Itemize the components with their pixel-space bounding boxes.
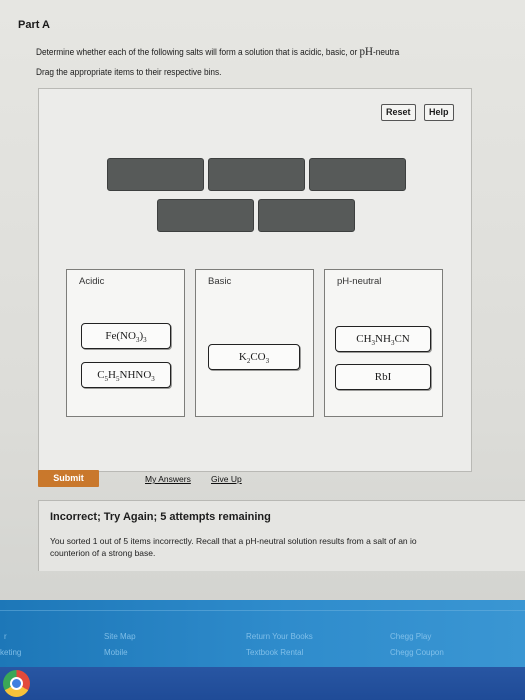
footer-link-chegg-coupon[interactable]: Chegg Coupon (390, 648, 444, 657)
footer-link-mobile[interactable]: Mobile (104, 648, 128, 657)
help-button[interactable]: Help (424, 104, 454, 121)
instruction-line-2: Drag the appropriate items to their respective bins. (36, 67, 222, 77)
empty-drag-slot (208, 158, 305, 191)
feedback-title: Incorrect; Try Again; 5 attempts remaining (50, 511, 271, 523)
empty-drag-slot (107, 158, 204, 191)
salt-chip[interactable]: RbI (335, 364, 431, 390)
instruction-text-end: -neutra (373, 47, 400, 57)
salt-chip[interactable]: $CH_3NH_3CN$ (335, 326, 431, 352)
empty-drag-slot (258, 199, 355, 232)
site-footer (0, 600, 525, 667)
footer-link-site-map[interactable]: Site Map (104, 632, 136, 641)
empty-drag-slot (157, 199, 254, 232)
submit-button[interactable]: Submit (38, 470, 99, 487)
instruction-text: Determine whether each of the following salts will form a solution that is acidic, basic, or (36, 47, 360, 57)
salt-chip[interactable]: $C_5H_5NHNO_3$ (81, 362, 171, 388)
bin-label: Basic (208, 276, 232, 287)
os-taskbar (0, 667, 525, 700)
feedback-box (38, 500, 525, 571)
ph-symbol: pH (359, 44, 374, 58)
chrome-icon-center (10, 677, 23, 690)
bin-basic[interactable] (195, 269, 314, 417)
feedback-text: You sorted 1 out of 5 items incorrectly. Recall that a pH-neutral solution results from a salt of an io (50, 536, 417, 546)
empty-drag-slot (309, 158, 406, 191)
bin-label: Acidic (79, 276, 105, 287)
feedback-text: counterion of a strong base. (50, 548, 156, 558)
footer-divider (0, 610, 525, 611)
bin-label: pH-neutral (337, 276, 382, 287)
footer-link-chegg-play[interactable]: Chegg Play (390, 632, 432, 641)
footer-link-return-books[interactable]: Return Your Books (246, 632, 313, 641)
give-up-link[interactable]: Give Up (211, 474, 242, 484)
reset-button[interactable]: Reset (381, 104, 416, 121)
salt-chip[interactable]: $K_2CO_3$ (208, 344, 300, 370)
footer-link-textbook-rental[interactable]: Textbook Rental (246, 648, 304, 657)
instruction-line-1 (36, 44, 399, 59)
bin-acidic[interactable] (66, 269, 185, 417)
part-label: Part A (18, 19, 50, 31)
footer-link[interactable]: r (4, 632, 7, 641)
bin-ph-neutral[interactable] (324, 269, 443, 417)
drag-drop-panel (38, 88, 472, 472)
chrome-icon[interactable] (3, 670, 30, 697)
my-answers-link[interactable]: My Answers (145, 474, 191, 484)
footer-link[interactable]: keting (0, 648, 22, 657)
salt-chip[interactable]: $Fe(NO_3)_3$ (81, 323, 171, 349)
